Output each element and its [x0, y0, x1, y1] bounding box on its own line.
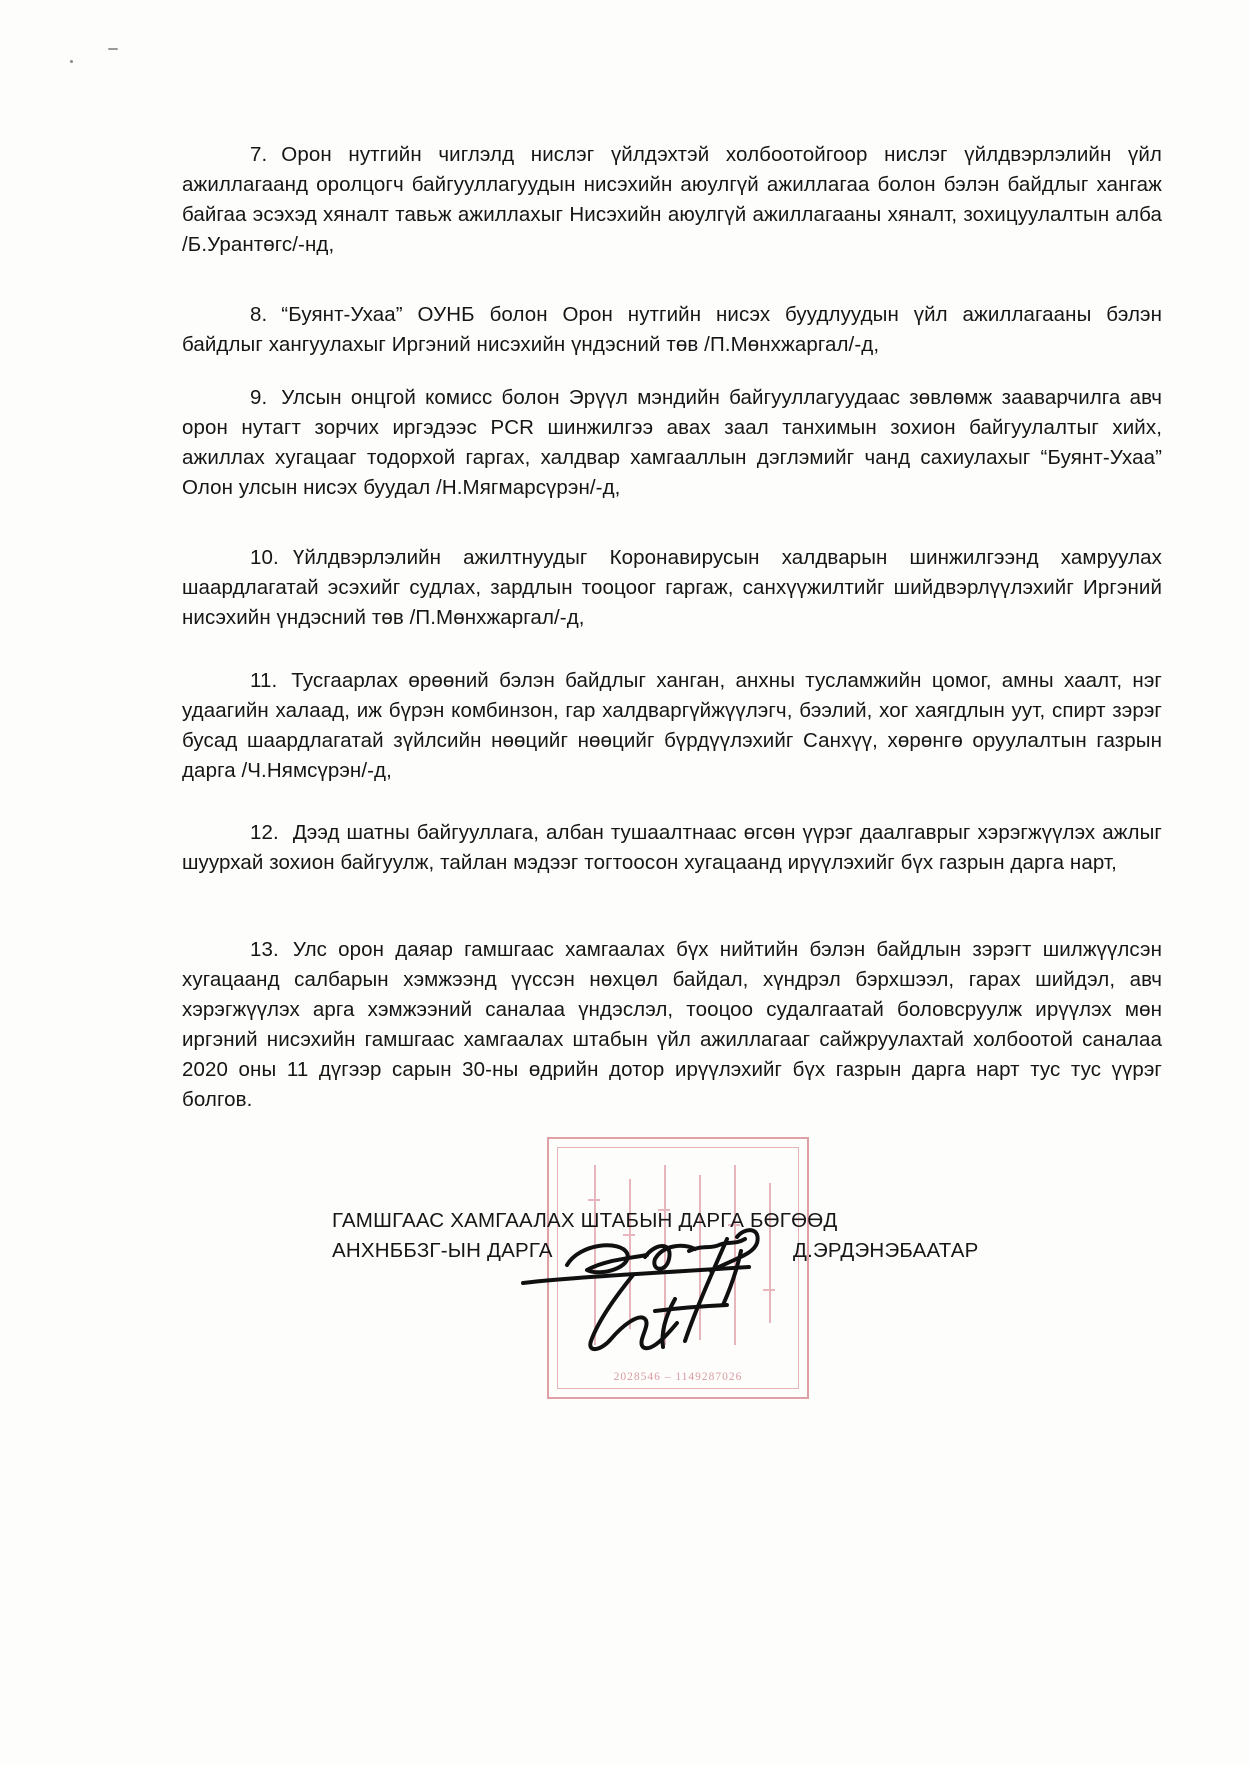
item-text: Дээд шатны байгууллага, албан тушаалтнаас өгсөн үүрэг даалгаврыг хэрэгжүүлэх ажлыг шуурхай зохион байгуулж, тайлан мэдээг тогтоосон хугацаанд ирүүлэхийг бүх газрын дарга нарт,	[182, 821, 1162, 874]
handwritten-signature	[505, 1215, 795, 1360]
order-item-11	[182, 666, 1162, 786]
order-item-7	[182, 140, 1162, 260]
item-number: 11.	[250, 669, 278, 692]
item-number: 13.	[250, 938, 279, 961]
item-text: Улсын онцгой комисс болон Эрүүл мэндийн байгууллагуудаас зөвлөмж зааварчилга авч орон нутагт зорчих иргэдээс PCR шинжилгээ авах заал танхимын зохион байгуулалтыг хийх, ажиллах хугацааг тодорхой гаргах, халдвар хамгааллын дэглэмийг чанд сахиулахыг “Буянт-Ухаа” Олон улсын нисэх буудал /Н.Мягмарсүрэн/-д,	[182, 386, 1162, 499]
item-text: Улс орон даяар гамшгаас хамгаалах бүх нийтийн бэлэн байдлын зэрэгт шилжүүлсэн хугацаанд салбарын хэмжээнд үүссэн нөхцөл байдал, хүндрэл бэрхшээл, гарах шийдэл, авч хэрэгжүүлэх арга хэмжээний саналаа үндэслэл, тооцоо судалгаатай боловсруулж ирүүлэх мөн иргэний нисэхийн гамшгаас хамгаалах штабын үйл ажиллагааг сайжруулахтай холбоотой саналаа 2020 оны 11 дүгээр сарын 30-ны өдрийн дотор ирүүлэхийг бүх газрын дарга нарт тус тус үүрэг болгов.	[182, 938, 1162, 1111]
item-number: 7.	[250, 143, 268, 166]
order-item-12	[182, 818, 1162, 878]
item-number: 9.	[250, 386, 268, 409]
scan-speck	[70, 60, 73, 63]
item-text: Орон нутгийн чиглэлд нислэг үйлдэхтэй холбоотойгоор нислэг үйлдвэрлэлийн үйл ажиллагаанд оролцогч байгууллагуудын нисэхийн аюулгүй ажиллагаа болон бэлэн байдлыг хангаж байгаа эсэхэд хяналт тавьж ажиллахыг Нисэхийн аюулгүй ажиллагааны хяналт, зохицуулалтын алба /Б.Урантөгс/-нд,	[182, 143, 1162, 256]
stamp-script-mark	[588, 1199, 600, 1201]
order-item-9	[182, 383, 1162, 503]
signatory-position-line: ГАМШГААС ХАМГААЛАХ ШТАБЫН ДАРГА БӨГӨӨД	[332, 1209, 838, 1232]
order-item-8	[182, 300, 1162, 360]
scan-speck	[108, 48, 118, 50]
item-text: Үйлдвэрлэлийн ажилтнуудыг Коронавирусын халдварын шинжилгээнд хамруулах шаардлагатай эсэхийг судлах, зардлын тооцоог гаргаж, санхүүжилтийг шийдвэрлүүлэхийг Иргэний нисэхийн үндэсний төв /П.Мөнхжаргал/-д,	[182, 546, 1162, 629]
item-number: 8.	[250, 303, 268, 326]
item-text: “Буянт-Ухаа” ОУНБ болон Орон нутгийн нисэх буудлуудын үйл ажиллагааны бэлэн байдлыг хангуулахыг Иргэний нисэхийн үндэсний төв /П.Мөнхжаргал/-д,	[182, 303, 1162, 356]
signatory-name: Д.ЭРДЭНЭБААТАР	[793, 1239, 979, 1262]
item-number: 10.	[250, 546, 279, 569]
order-item-10	[182, 543, 1162, 633]
item-number: 12.	[250, 821, 279, 844]
signatory-title: АНХНББЗГ-ЫН ДАРГА	[332, 1239, 553, 1262]
order-item-13	[182, 935, 1162, 1115]
stamp-code: 2028546 – 1149287026	[613, 1371, 743, 1383]
item-text: Тусгаарлах өрөөний бэлэн байдлыг ханган, анхны тусламжийн цомог, амны хаалт, нэг удаагийн халаад, иж бүрэн комбинзон, гар халдваргүйжүүлэгч, бээлий, хог хаягдлын уут, спирт зэрэг бусад шаардлагатай зүйлсийн нөөцийг нөөцийг бүрдүүлэхийг Санхүү, хөрөнгө оруулалтын газрын дарга /Ч.Нямсүрэн/-д,	[182, 669, 1162, 782]
